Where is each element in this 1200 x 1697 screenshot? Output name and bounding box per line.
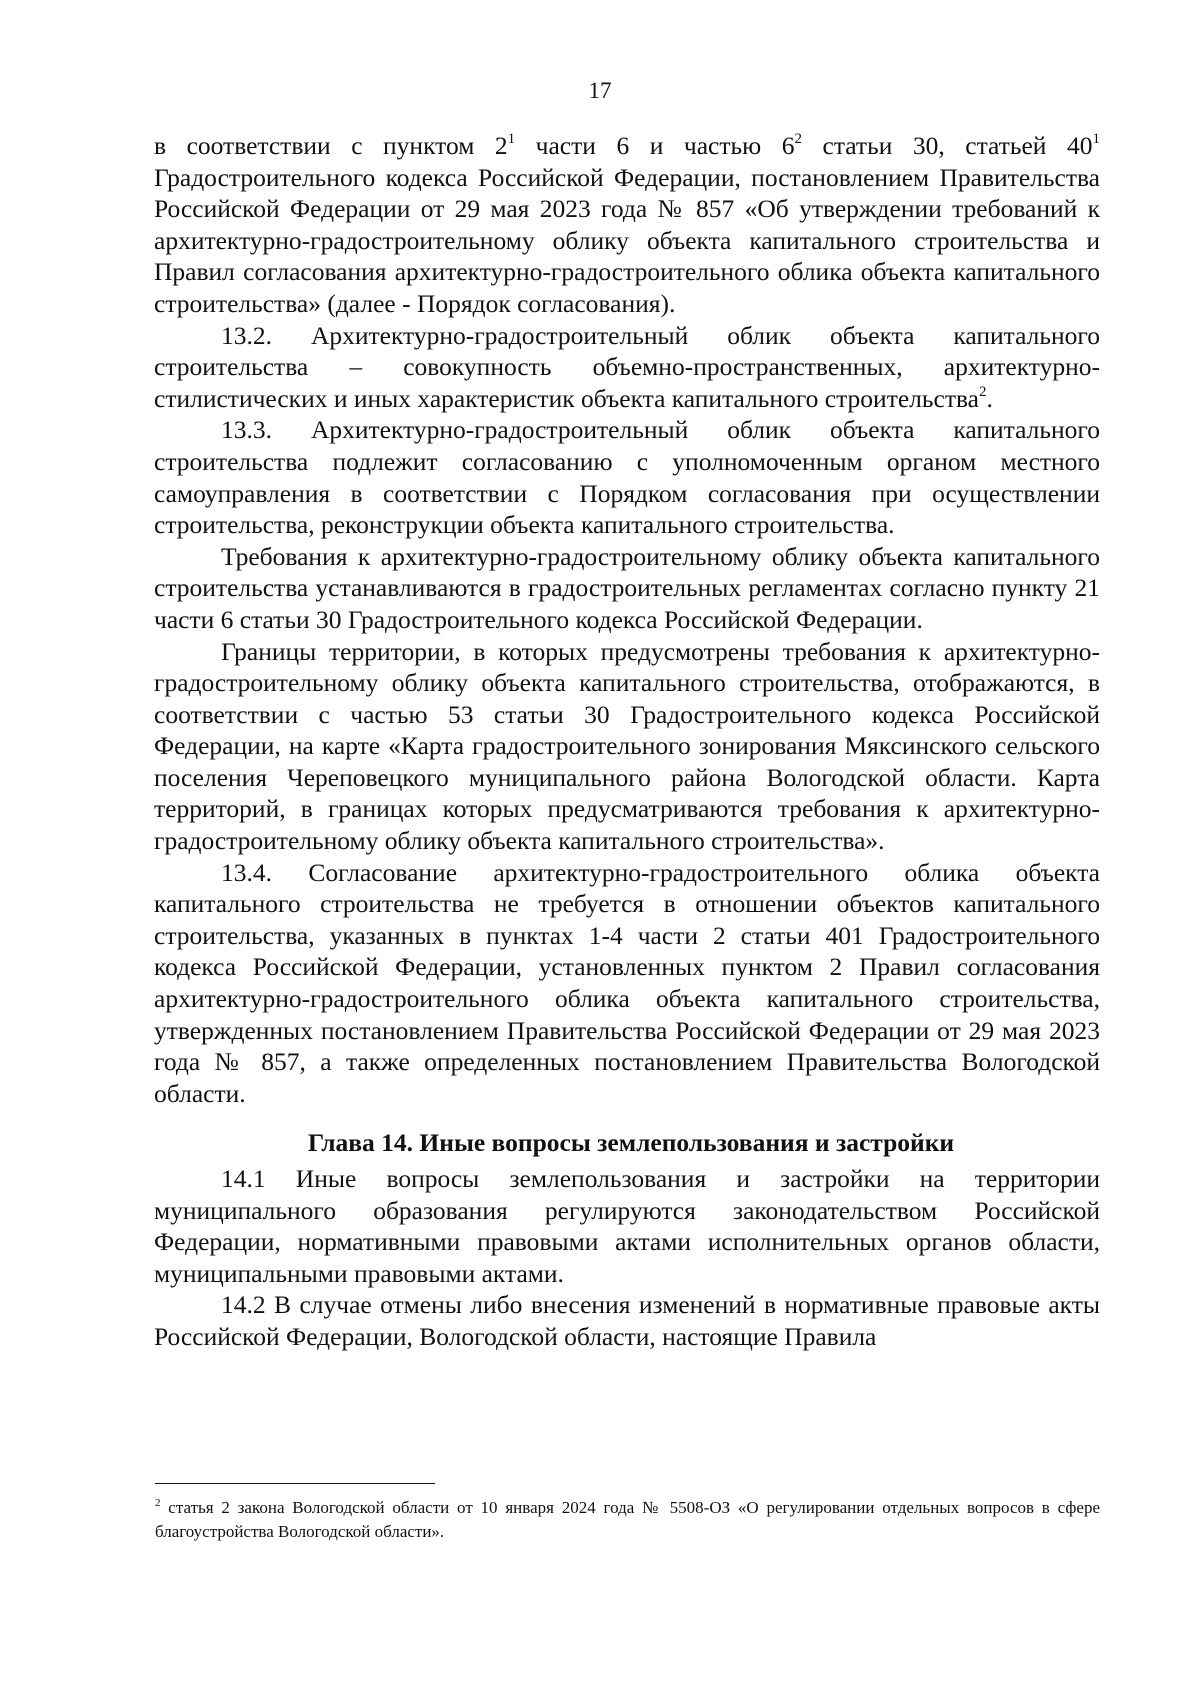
footnote-separator [155, 1483, 435, 1484]
paragraph-13-3: 13.3. Архитектурно-градостроительный облик объекта капитального строительства подлежит согласованию с уполномоченным органом местного самоуправления в соответствии с Порядком согласования при осуществлении строительства, реконструкции объекта капитального строительства. [154, 415, 1100, 540]
footnote [155, 1496, 1100, 1544]
text-run: статьи 30, статьей 40 [801, 131, 1093, 160]
footnote-text: статья 2 закона Вологодской области от 10 января 2024 года № 5508-ОЗ «О регулировании отдельных вопросов в сфере благоустройства Вологодской области». [155, 1498, 1100, 1541]
paragraph-requirements: Требования к архитектурно-градостроительному облику объекта капитального строительства устанавливаются в градостроительных регламентах согласно пункту 21 части 6 статьи 30 Градостроительного кодекса Российской Федерации. [154, 541, 1100, 634]
body-text [154, 130, 1100, 1353]
text-run: 13.2. Архитектурно-градостроительный облик объекта капитального строительства – совокупность объемно-пространственных, архитектурно-стилистических и иных характеристик объекта капитального строительства [154, 320, 1100, 413]
footnote-marker: 2 [155, 1497, 161, 1509]
paragraph-boundaries: Границы территории, в которых предусмотрены требования к архитектурно-градостроительному облику объекта капитального строительства, отображаются, в соответствии с частью 53 статьи 30 Градостроительного кодекса Российской Федерации, на карте «Карта градостроительного зонирования Мяксинского сельского поселения Череповецкого муниципального района Вологодской области. Карта территорий, в границах которых предусматриваются требования к архитектурно-градостроительному облику объекта капитального строительства». [154, 636, 1100, 856]
page-number: 17 [588, 78, 612, 103]
chapter-heading: Глава 14. Иные вопросы землепользования и застройки [307, 1128, 955, 1158]
paragraph-14-2: 14.2 В случае отмены либо внесения изменений в нормативные правовые акты Российской Федерации, Вологодской области, настоящие Правила [154, 1290, 1100, 1351]
superscript: 2 [794, 131, 802, 147]
text-run: части 6 и частью 6 [515, 131, 795, 160]
text-run: в соответствии с пунктом 2 [154, 131, 508, 160]
text-run: . [986, 383, 993, 413]
superscript: 1 [507, 131, 516, 147]
footnote-reference: 2 [979, 383, 987, 400]
text-run: Градостроительного кодекса Российской Федерации, постановлением Правительства Российской Федерации от 29 мая 2023 года № 857 «Об утверждении требований к архитектурно-градостроительному облику объекта капитального строительства и Правил согласования архитектурно-градостроительного облика объекта капитального строительства» (далее - Порядок согласования). [154, 162, 1100, 318]
superscript: 1 [1092, 131, 1100, 147]
paragraph-13-2 [154, 320, 1100, 415]
paragraph-continuation [154, 130, 1100, 320]
paragraph-13-4: 13.4. Согласование архитектурно-градостроительного облика объекта капитального строительства не требуется в отношении объектов капитального строительства, указанных в пунктах 1-4 части 2 статьи 401 Градостроительного кодекса Российской Федерации, установленных пунктом 2 Правил согласования архитектурно-градостроительного облика объекта капитального строительства, утвержденных постановлением Правительства Российской Федерации от 29 мая 2023 года № 857, а также определенных постановлением Правительства Вологодской области. [154, 857, 1100, 1108]
paragraph-14-1: 14.1 Иные вопросы землепользования и застройки на территории муниципального образования регулируются законодательством Российской Федерации, нормативными правовыми актами исполнительных органов области, муниципальными правовыми актами. [154, 1164, 1100, 1288]
